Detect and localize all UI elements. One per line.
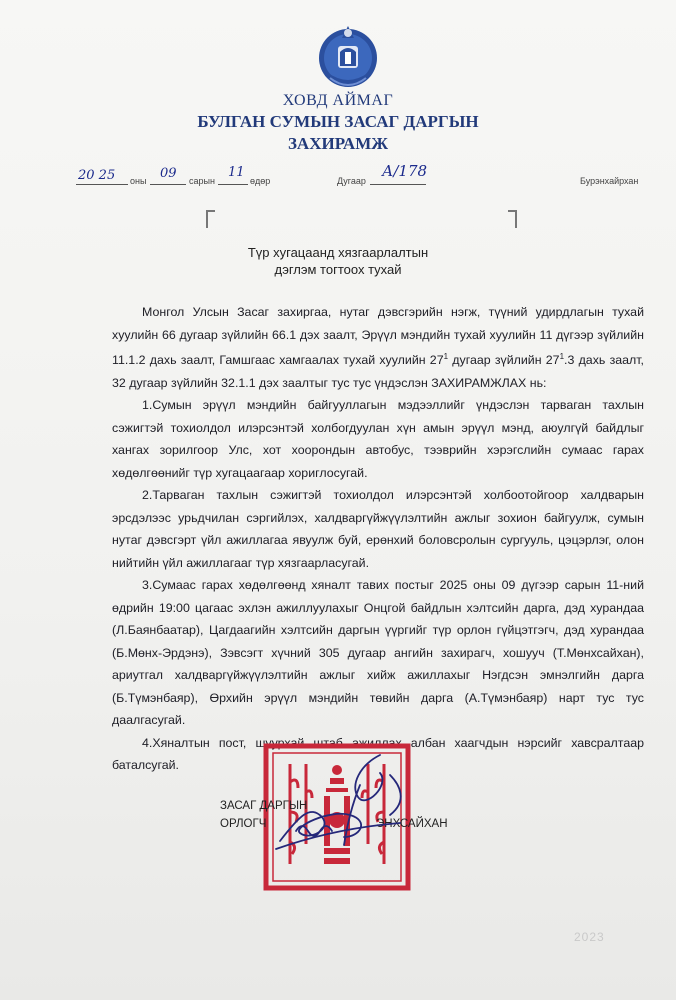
faded-page-number: 2023 bbox=[574, 930, 605, 944]
title-line-1: Түр хугацаанд хязгаарлалтын bbox=[247, 245, 429, 260]
month-value: 09 bbox=[160, 166, 177, 181]
mongolia-state-emblem-icon bbox=[316, 22, 380, 92]
decree-item-3: 3.Сумаас гарах хөдөлгөөнд хяналт тавих постыг 2025 оны 09 дүгээр сарын 11-ний өдрийн 19:00 цагаас эхлэн ажиллуулахыг Онцгой байдлын хэлтсийн дарга, дэд хурандаа (Л.Баянбаатар), Цагдаагийн хэлтсийн даргын үүргийг түр орлон гүйцэтгэгч, дэд хурандаа (Б.Мөнх-Эрдэнэ), Зэвсэгт хүчний 305 дугаар ангийн захирагч, хошууч (Т.Мөнхсайхан), ариутгал халдваргүйжүүлэлтийн ажлыг хийж ажиллахыг Нэгдсэн эмнэлгийн дарга (Б.Түмэнбаяр), Өрхийн эрүүл мэндийн төвийн дарга (А.Түмэнбаяр) нарт тус тус даалгасугай. bbox=[112, 578, 644, 728]
intro-paragraph: Монгол Улсын Засаг захиргаа, нутаг дэвсгэрийн нэгж, түүний удирдлагын тухай хуулийн 66 дугаар зүйлийн 66.1 дэх заалт, Эрүүл мэндийн тухай хуулийн 11 дүгээр зүйлийн 11.1.2 дахь заалт, Гамшгаас хамгаалах тухай хуулийн $27^1$ дугаар зүйлийн $27^1.3$ дахь заалт, 32 дугаар зүйлийн 32.1.1 дэх заалтыг тус тус үндэслэн ЗАХИРАМЖЛАХ нь: bbox=[112, 305, 645, 390]
year-label: оны bbox=[130, 176, 147, 186]
signatory-title-line1: ЗАСАГ ДАРГЫН bbox=[220, 800, 308, 812]
title-line-2: дэглэм тогтоох тухай bbox=[274, 262, 402, 277]
document-type: ЗАХИРАМЖ bbox=[287, 134, 389, 153]
aimag-name: ХОВД АЙМАГ bbox=[282, 92, 394, 109]
signatory-name: ЭНХСАЙХАН bbox=[376, 818, 448, 830]
signatory-title-line2: ОРЛОГЧ bbox=[220, 818, 267, 830]
document-number: А/178 bbox=[382, 162, 428, 180]
corner-mark-right bbox=[508, 210, 517, 228]
decree-item-2: 2.Тарваган тахлын сэжигтэй тохиолдол илэрсэнтэй холбоотойгоор халдварын эрсдэлээс урьдчилан сэргийлэх, халдваргүйжүүлэлтийн ажлыг зохион байгуулж, сумын нутаг дэвсгэрт үйл ажиллагаа явуулж буй, ерөнхий боловсролын сургууль, цэцэрлэг, олон нийтийн үйл ажиллагааг түр хязгаарласугай. bbox=[112, 488, 644, 570]
decree-item-4: 4.Хяналтын пост, шуурхай штаб ажиллах албан хаагчдын нэрсийг хавсралтаар баталсугай. bbox=[112, 735, 644, 773]
day-value: 11 bbox=[228, 165, 245, 180]
corner-mark-left bbox=[206, 210, 215, 228]
document-body bbox=[112, 301, 644, 777]
dateline bbox=[0, 162, 676, 192]
organization-name: БУЛГАН СУМЫН ЗАСАГ ДАРГЫН bbox=[197, 112, 479, 131]
day-label: өдөр bbox=[250, 176, 271, 186]
number-label: Дугаар bbox=[337, 176, 366, 186]
year-value: 20 25 bbox=[78, 168, 116, 183]
decree-item-1: 1.Сумын эрүүл мэндийн байгууллагын мэдээллийг үндэслэн тарваган тахлын сэжигтэй тохиолдол илэрсэнтэй холбогдуулан хүн амын эрүүл мэнд, аюулгүй байдлыг хангах зорилгоор Улс, хот хоорондын автобус, тээврийн хэрэгслийн сумаас гарах хөдөлгөөнийг түр хугацаагаар хориглосугай. bbox=[112, 398, 644, 480]
month-label: сарын bbox=[189, 176, 215, 186]
place-name: Бурэнхайрхан bbox=[580, 176, 639, 186]
handwritten-signature-icon bbox=[240, 745, 430, 865]
